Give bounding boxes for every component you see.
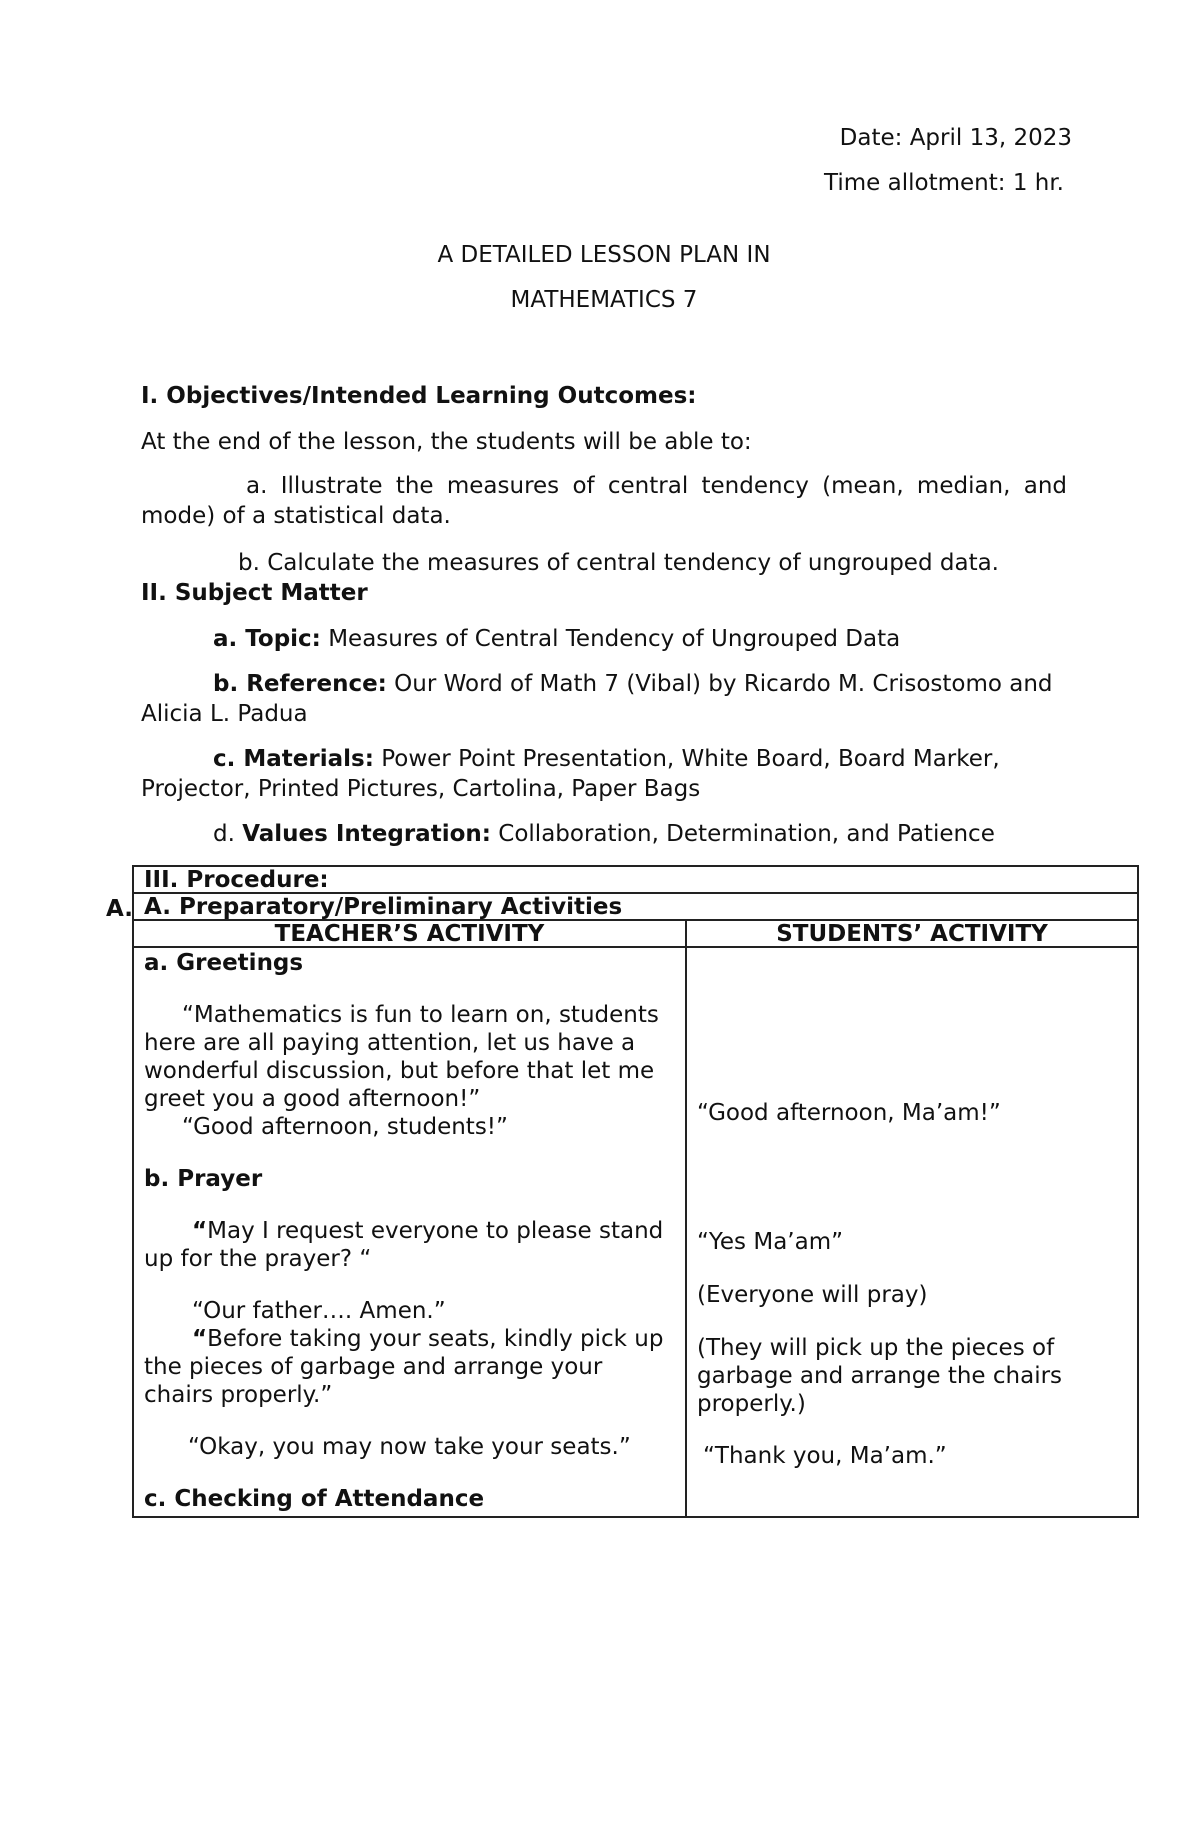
reference-label: b. Reference: xyxy=(213,671,387,697)
topic-label: a. Topic: xyxy=(213,626,321,652)
page-title-line-1: A DETAILED LESSON PLAN IN xyxy=(437,242,771,268)
teacher-activity-header: TEACHER’S ACTIVITY xyxy=(133,920,686,947)
objective-b: b. Calculate the measures of central tendency of ungrouped data. xyxy=(238,550,999,576)
reference-line xyxy=(141,669,1071,729)
topic-value: Measures of Central Tendency of Ungrouped Data xyxy=(320,626,901,652)
materials-line xyxy=(141,744,1071,804)
materials-label: c. Materials: xyxy=(213,746,374,772)
prayer-request-line xyxy=(144,1217,675,1273)
seats-open-quote: “ xyxy=(192,1326,208,1352)
greeting-quote: “Mathematics is fun to learn on, students here are all paying attention, let us have a wonderful discussion, but before that let me greet you a good afternoon!” xyxy=(144,1002,659,1112)
objective-a: a. Illustrate the measures of central tendency (mean, median, and mode) of a statistical data. xyxy=(141,473,1067,529)
pick-up-garbage: (They will pick up the pieces of garbage and arrange the chairs properly.) xyxy=(697,1335,1063,1417)
date-line: Date: April 13, 2023 xyxy=(839,125,1072,151)
page-title-line-2: MATHEMATICS 7 xyxy=(510,287,698,313)
teacher-activity-cell xyxy=(133,947,686,1517)
everyone-pray: (Everyone will pray) xyxy=(697,1282,928,1308)
procedure-heading: III. Procedure: xyxy=(133,866,1138,893)
students-activity-header: STUDENTS’ ACTIVITY xyxy=(686,920,1138,947)
procedure-table xyxy=(132,865,1139,1518)
prayer-heading: b. Prayer xyxy=(144,1166,263,1192)
reference-value: Our Word of Math 7 (Vibal) by Ricardo M. Crisostomo and Alicia L. Padua xyxy=(141,671,1053,727)
materials-value: Power Point Presentation, White Board, Board Marker, Projector, Printed Pictures, Cartolina, Paper Bags xyxy=(141,746,1000,802)
reply-greeting: “Good afternoon, Ma’am!” xyxy=(697,1100,1001,1126)
subject-matter-heading: II. Subject Matter xyxy=(141,580,368,606)
greeting-students: “Good afternoon, students!” xyxy=(182,1114,508,1140)
thank-you: “Thank you, Ma’am.” xyxy=(703,1443,947,1469)
seats-request: Before taking your seats, kindly pick up the pieces of garbage and arrange your chairs properly.” xyxy=(144,1326,664,1408)
seats-request-line xyxy=(144,1325,675,1409)
prayer-open-quote: “ xyxy=(192,1218,208,1244)
section-side-marker: A. xyxy=(106,896,133,922)
prayer-text: “Our father…. Amen.” xyxy=(192,1298,446,1324)
values-line xyxy=(141,819,1081,849)
objectives-intro: At the end of the lesson, the students will be able to: xyxy=(141,429,752,455)
topic-line xyxy=(141,624,1081,654)
reply-yes: “Yes Ma’am” xyxy=(697,1229,844,1255)
students-activity-cell xyxy=(686,947,1138,1517)
values-label: Values Integration: xyxy=(242,821,491,847)
greetings-heading: a. Greetings xyxy=(144,950,304,976)
values-value: Collaboration, Determination, and Patience xyxy=(490,821,995,847)
values-prefix: d. xyxy=(213,821,243,847)
time-allotment-line: Time allotment: 1 hr. xyxy=(824,170,1064,196)
prayer-request: May I request everyone to please stand up for the prayer? “ xyxy=(144,1218,664,1272)
preparatory-activities-heading: A. Preparatory/Preliminary Activities xyxy=(133,893,1138,920)
objectives-heading: I. Objectives/Intended Learning Outcomes: xyxy=(141,383,697,409)
take-seats: “Okay, you may now take your seats.” xyxy=(188,1434,631,1460)
attendance-heading: c. Checking of Attendance xyxy=(144,1486,485,1512)
